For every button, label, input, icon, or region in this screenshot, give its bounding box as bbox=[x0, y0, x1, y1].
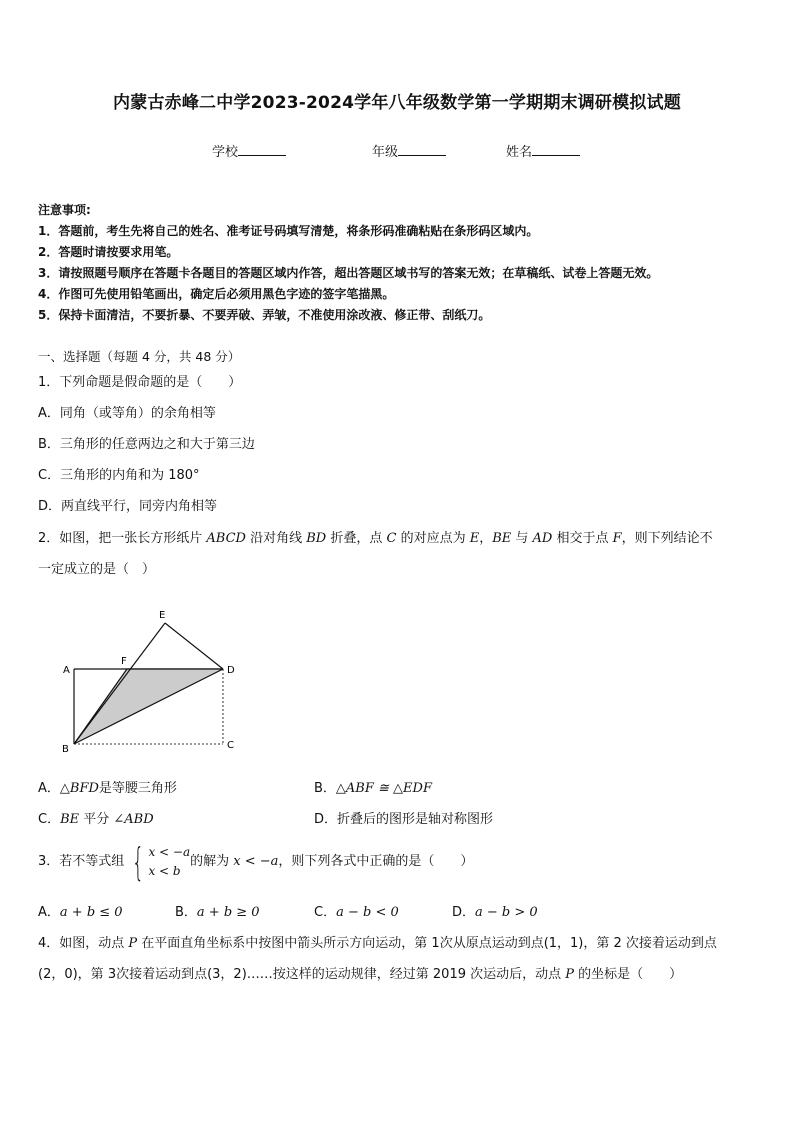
q4-text: 的坐标是（ ） bbox=[574, 967, 683, 982]
option-prefix: A． bbox=[38, 905, 60, 920]
q2-text: 的对应点为 bbox=[396, 531, 470, 546]
q3-solution: x < −a bbox=[233, 854, 279, 869]
label-b: B bbox=[62, 744, 69, 755]
note-item: 1．答题前，考生先将自己的姓名、准考证号码填写清楚，将条形码准确粘贴在条形码区域内。 bbox=[38, 224, 539, 238]
q2-text: 折叠，点 bbox=[326, 531, 387, 546]
q2-math-abcd: ABCD bbox=[206, 531, 246, 546]
q2-text: 2．如图，把一张长方形纸片 bbox=[38, 531, 207, 546]
option-prefix: B． bbox=[175, 905, 197, 920]
q3-system-line1: x < −a bbox=[148, 845, 191, 859]
option-prefix: C． bbox=[314, 905, 337, 920]
q4-stem-line2 bbox=[38, 965, 682, 985]
q1-option-a[interactable]: A．同角（或等角）的余角相等 bbox=[38, 406, 216, 421]
option-math: a − b > 0 bbox=[475, 905, 538, 920]
q2-text: ，则下列结论不 bbox=[621, 531, 713, 546]
q2-text: 相交于点 bbox=[552, 531, 613, 546]
note-item: 3．请按照题号顺序在答题卡各题目的答题区域内作答，超出答题区域书写的答案无效；在草稿纸、试卷上答题无效。 bbox=[38, 266, 659, 280]
option-math: △ABF ≅ △EDF bbox=[335, 781, 432, 796]
q2-math-c: C bbox=[386, 531, 397, 546]
option-prefix: B． bbox=[314, 781, 336, 796]
q2-math-e: E bbox=[469, 531, 480, 546]
label-d: D bbox=[227, 665, 235, 676]
option-math: a + b ≥ 0 bbox=[196, 905, 260, 920]
q4-text: 在平面直角坐标系中按图中箭头所示方向运动，第 1次从原点运动到点(1，1)，第 2 次接着运动到点 bbox=[137, 936, 717, 951]
q2-math-be: BE bbox=[492, 531, 512, 546]
section-heading: 一、选择题（每题 4 分，共 48 分） bbox=[38, 349, 241, 364]
q2-option-d[interactable]: D．折叠后的图形是轴对称图形 bbox=[314, 812, 494, 827]
q3-option-d[interactable] bbox=[452, 903, 538, 923]
q2-figure bbox=[55, 600, 255, 760]
option-text: 是等腰三角形 bbox=[98, 781, 177, 796]
label-e: E bbox=[159, 610, 166, 621]
label-c: C bbox=[227, 740, 234, 751]
q2-math-f: F bbox=[612, 531, 622, 546]
note-item: 5．保持卡面清洁，不要折暴、不要弄破、弄皱，不准使用涂改液、修正带、刮纸刀。 bbox=[38, 308, 491, 322]
grade-field[interactable] bbox=[372, 141, 446, 160]
q2-stem-line2: 一定成立的是（ ） bbox=[38, 562, 156, 577]
grade-label: 年级 bbox=[372, 145, 399, 160]
q2-text: 与 bbox=[511, 531, 533, 546]
shaded-triangle-bfd bbox=[74, 669, 223, 744]
q4-math-p: P bbox=[565, 967, 575, 982]
note-item: 2．答题时请按要求用笔。 bbox=[38, 245, 179, 259]
q4-text: (2，0)，第 3次接着运动到点(3，2)……按这样的运动规律，经过第 2019 次运动后，动点 bbox=[38, 967, 566, 982]
q1-option-b[interactable]: B．三角形的任意两边之和大于第三边 bbox=[38, 437, 255, 452]
q2-math-ad: AD bbox=[532, 531, 553, 546]
q3-system-line2: x < b bbox=[148, 864, 181, 878]
label-a: A bbox=[63, 665, 70, 676]
option-prefix: D． bbox=[452, 905, 476, 920]
q2-option-a[interactable] bbox=[38, 779, 177, 799]
grade-blank[interactable] bbox=[398, 143, 446, 156]
q3-text: 的解为 bbox=[190, 854, 234, 869]
q3-text: 3．若不等式组 bbox=[38, 854, 125, 869]
school-blank[interactable] bbox=[238, 143, 286, 156]
option-text: 平分 bbox=[79, 812, 114, 827]
school-field[interactable] bbox=[212, 141, 286, 160]
q2-text: ， bbox=[479, 531, 493, 546]
q2-math-bd: BD bbox=[306, 531, 327, 546]
notes-heading: 注意事项: bbox=[38, 203, 91, 217]
name-blank[interactable] bbox=[532, 143, 580, 156]
name-field[interactable] bbox=[506, 141, 580, 160]
option-math: BE bbox=[60, 812, 80, 827]
school-label: 学校 bbox=[212, 145, 239, 160]
label-f: F bbox=[121, 656, 127, 667]
q3-stem bbox=[38, 840, 474, 884]
q3-system bbox=[148, 843, 190, 881]
q2-option-c[interactable] bbox=[38, 810, 154, 830]
option-prefix: C． bbox=[38, 812, 61, 827]
q3-text: ，则下列各式中正确的是（ ） bbox=[278, 854, 474, 869]
name-label: 姓名 bbox=[506, 145, 533, 160]
q2-text: 沿对角线 bbox=[245, 531, 307, 546]
q1-option-d[interactable]: D．两直线平行，同旁内角相等 bbox=[38, 499, 218, 514]
q1-stem: 1．下列命题是假命题的是（ ） bbox=[38, 375, 242, 390]
option-prefix: A． bbox=[38, 781, 60, 796]
q1-option-c[interactable]: C．三角形的内角和为 180° bbox=[38, 468, 200, 483]
page-title: 内蒙古赤峰二中学2023-2024学年八年级数学第一学期期末调研模拟试题 bbox=[113, 93, 681, 113]
q2-stem-line1 bbox=[38, 529, 713, 549]
q4-math-p: P bbox=[128, 936, 138, 951]
q2-option-b[interactable] bbox=[314, 779, 432, 799]
note-item: 4．作图可先使用铅笔画出，确定后必须用黑色字迹的签字笔描黑。 bbox=[38, 287, 395, 301]
q4-stem-line1 bbox=[38, 934, 717, 954]
q3-option-a[interactable] bbox=[38, 903, 123, 923]
option-math: a − b < 0 bbox=[336, 905, 399, 920]
option-math: a + b ≤ 0 bbox=[59, 905, 123, 920]
option-math: ∠ABD bbox=[113, 812, 154, 827]
q3-brace: { bbox=[132, 840, 145, 884]
q3-option-c[interactable] bbox=[314, 903, 399, 923]
q3-option-b[interactable] bbox=[175, 903, 260, 923]
edge-ed bbox=[165, 623, 223, 669]
option-math: △BFD bbox=[59, 781, 99, 796]
notes-block bbox=[38, 200, 658, 326]
q4-text: 4．如图，动点 bbox=[38, 936, 129, 951]
